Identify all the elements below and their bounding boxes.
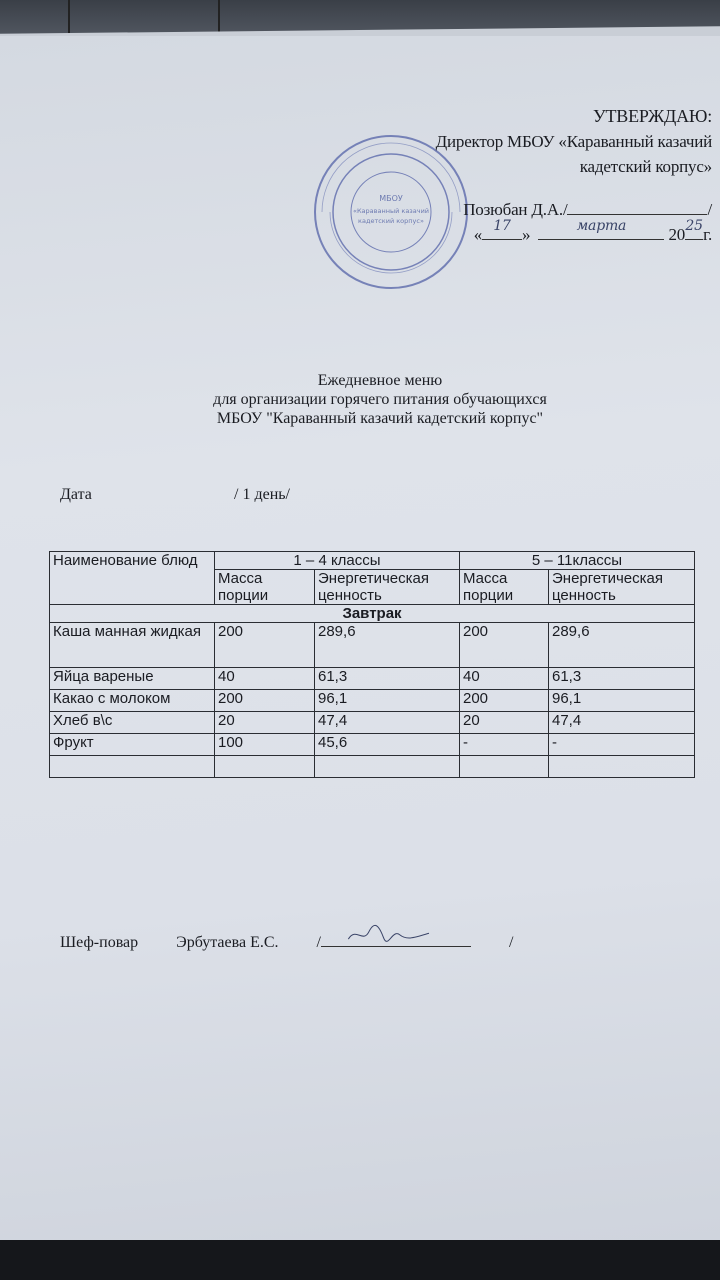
table-row	[50, 756, 695, 778]
chef-name: Эрбутаева Е.С.	[176, 934, 279, 951]
mass-5-11: 20	[460, 712, 549, 734]
slash: /	[707, 200, 712, 219]
header-mass: Масса порции	[215, 570, 315, 605]
stamp-text: МБОУ	[379, 194, 403, 203]
chef-signature-line	[321, 932, 471, 947]
table-row	[50, 623, 695, 668]
table-row	[50, 712, 695, 734]
day-line	[482, 218, 522, 240]
energy-1-4: 96,1	[315, 690, 460, 712]
dish-name	[50, 756, 215, 778]
energy-1-4	[315, 756, 460, 778]
table-row	[50, 690, 695, 712]
mass-5-11: 200	[460, 690, 549, 712]
header-dish-name: Наименование блюд	[50, 552, 215, 605]
year-prefix: 20	[668, 225, 686, 244]
energy-1-4: 45,6	[315, 734, 460, 756]
mass-5-11: 40	[460, 668, 549, 690]
approval-director: Директор МБОУ «Караванный казачий	[435, 132, 712, 151]
energy-5-11: 289,6	[549, 623, 695, 668]
energy-5-11	[549, 756, 695, 778]
dish-name: Какао с молоком	[50, 690, 215, 712]
section-breakfast: Завтрак	[50, 605, 695, 623]
date-label: Дата	[60, 486, 92, 503]
table-row	[50, 668, 695, 690]
mass-5-11: -	[460, 734, 549, 756]
header-mass: Масса порции	[460, 570, 549, 605]
header-energy: Энергетическая ценность	[315, 570, 460, 605]
quote-close: »	[522, 225, 531, 244]
approval-school: кадетский корпус»	[579, 157, 712, 176]
handwritten-year: 25	[685, 218, 703, 234]
stamp-text: «Караванный казачий	[352, 207, 430, 215]
quote-open: «	[473, 225, 483, 244]
header-group-5-11: 5 – 11классы	[460, 552, 695, 570]
slash: /	[316, 934, 321, 951]
energy-1-4: 289,6	[315, 623, 460, 668]
mass-5-11: 200	[460, 623, 549, 668]
header-group-1-4: 1 – 4 классы	[215, 552, 460, 570]
approval-heading: УТВЕРЖДАЮ:	[592, 106, 712, 126]
slash: /	[508, 934, 514, 951]
year-suffix: г.	[703, 225, 712, 244]
title-line: Ежедневное меню	[317, 372, 443, 389]
title-line: для организации горячего питания обучающихся	[213, 391, 547, 408]
mass-1-4: 40	[215, 668, 315, 690]
mass-1-4: 100	[215, 734, 315, 756]
energy-5-11: 47,4	[549, 712, 695, 734]
mass-1-4	[215, 756, 315, 778]
energy-5-11: -	[549, 734, 695, 756]
mass-5-11	[460, 756, 549, 778]
mass-1-4: 200	[215, 623, 315, 668]
approval-block	[436, 104, 712, 247]
handwritten-month: марта	[576, 218, 627, 234]
energy-5-11: 96,1	[549, 690, 695, 712]
menu-table	[49, 551, 695, 778]
table-row	[50, 734, 695, 756]
date-row	[60, 486, 290, 504]
header-energy: Энергетическая ценность	[549, 570, 695, 605]
day-number: / 1 день/	[234, 486, 290, 503]
chef-role: Шеф-повар	[60, 934, 139, 951]
dish-name: Хлеб в\с	[50, 712, 215, 734]
table-header-row	[50, 552, 695, 570]
energy-1-4: 47,4	[315, 712, 460, 734]
signature-line	[567, 200, 707, 215]
title-line: МБОУ "Караванный казачий кадетский корпус"	[216, 410, 544, 427]
year-line	[685, 218, 703, 240]
energy-1-4: 61,3	[315, 668, 460, 690]
dish-name: Яйца вареные	[50, 668, 215, 690]
handwritten-signature	[341, 918, 451, 950]
chef-signature-row	[60, 932, 513, 952]
stamp-text: кадетский корпус»	[358, 217, 424, 225]
bottom-background	[0, 1240, 720, 1280]
mass-1-4: 200	[215, 690, 315, 712]
month-line	[538, 218, 664, 240]
dish-name: Фрукт	[50, 734, 215, 756]
document-title	[0, 371, 720, 428]
handwritten-day: 17	[493, 218, 511, 234]
section-row	[50, 605, 695, 623]
mass-1-4: 20	[215, 712, 315, 734]
director-name: Позюбан Д.А./	[463, 200, 568, 219]
energy-5-11: 61,3	[549, 668, 695, 690]
approval-date-row	[436, 218, 712, 247]
dish-name: Каша манная жидкая	[50, 623, 215, 668]
